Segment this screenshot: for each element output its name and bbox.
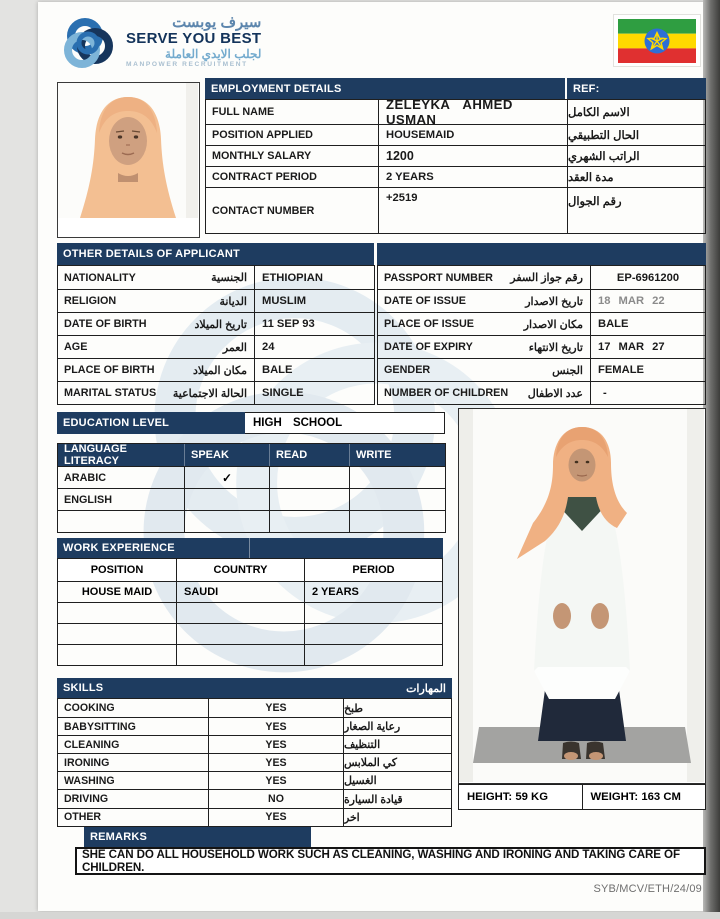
field-label-arabic: الراتب الشهري [567, 146, 705, 166]
table-row [206, 100, 705, 124]
column-header: LANGUAGE LITERACY [64, 444, 127, 466]
header-divider [249, 538, 250, 558]
position-cell [58, 603, 176, 623]
field-label [58, 382, 254, 404]
table-row [58, 699, 451, 717]
read-cell [269, 489, 349, 510]
table-row [58, 312, 374, 335]
field-label-arabic: رقم جواز السفر [510, 272, 583, 284]
table-row [58, 771, 451, 789]
field-value: HOUSEMAID [378, 125, 567, 145]
field-value: 2 YEARS [378, 167, 567, 187]
table-row [206, 145, 705, 166]
table-row [58, 789, 451, 807]
column-header: READ [269, 444, 349, 466]
read-cell [269, 467, 349, 488]
skill-value: YES [208, 754, 343, 771]
field-value: SINGLE [254, 382, 374, 404]
skill-label-arabic: طبخ [343, 699, 451, 717]
table-header-row [58, 559, 442, 581]
field-label [378, 382, 590, 404]
other-details-header [57, 243, 706, 265]
field-value: +2519 [378, 188, 567, 233]
skill-label-arabic: قيادة السيارة [343, 790, 451, 807]
skill-label: COOKING [64, 702, 115, 715]
table-row [58, 510, 445, 532]
field-label: CONTACT NUMBER [212, 204, 315, 217]
work-experience-header [57, 538, 443, 558]
table-row [378, 381, 705, 404]
table-row [206, 187, 705, 233]
language-name: ENGLISH [64, 493, 112, 506]
field-label-arabic: الديانة [219, 295, 247, 308]
column-header: SPEAK [184, 444, 269, 466]
field-label-en: DATE OF ISSUE [384, 295, 466, 307]
skill-label-arabic: الغسيل [343, 772, 451, 789]
field-label [58, 359, 254, 381]
table-row [58, 466, 445, 488]
table-row [378, 289, 705, 312]
table-row [58, 289, 374, 312]
work-experience-table [57, 558, 443, 666]
remarks-text: SHE CAN DO ALL HOUSEHOLD WORK SUCH AS CLEANING, WASHING AND IRONING AND TAKING CARE OF CHILDREN. [75, 847, 706, 875]
table-row [58, 602, 442, 623]
company-logo-icon [58, 13, 118, 73]
weight-value: WEIGHT: 163 CM [582, 785, 706, 809]
country-cell [176, 645, 304, 665]
field-value: - [590, 382, 705, 404]
skill-label-arabic: كي الملابس [343, 754, 451, 771]
other-details-right-table [377, 265, 706, 405]
skills-title: SKILLS [63, 682, 104, 694]
skill-label: BABYSITTING [64, 720, 136, 733]
speak-checkmark: ✓ [184, 467, 269, 488]
field-label [58, 313, 254, 335]
field-label-arabic: الجنسية [211, 272, 247, 284]
table-row [58, 358, 374, 381]
table-header-row [58, 444, 445, 466]
field-label-en: MARITAL STATUS [64, 387, 157, 399]
skill-label: WASHING [64, 774, 115, 787]
language-name [58, 511, 184, 532]
other-details-title: OTHER DETAILS OF APPLICANT [57, 243, 374, 265]
skill-label: CLEANING [64, 738, 120, 751]
field-value: ETHIOPIAN [254, 266, 374, 289]
brand-arabic-tagline: لجلب الايدي العاملة [165, 46, 262, 61]
field-value: 18 MAR 22 [590, 290, 705, 312]
field-label-arabic: الحال التطبيقي [567, 125, 705, 145]
position-cell [58, 624, 176, 644]
field-value: MUSLIM [254, 290, 374, 312]
field-label [378, 313, 590, 335]
field-label [378, 266, 590, 289]
field-label: MONTHLY SALARY [212, 150, 312, 162]
period-cell [304, 645, 442, 665]
field-label-arabic: عدد الاطفال [527, 387, 583, 400]
table-row [58, 717, 451, 735]
skill-label-arabic: التنظيف [343, 736, 451, 753]
period-cell: 2 YEARS [304, 582, 442, 602]
field-label-arabic: مكان الاصدار [523, 318, 583, 331]
language-literacy-table [57, 443, 446, 533]
applicant-full-body-photo [458, 408, 706, 784]
company-logo [58, 13, 261, 73]
field-value: EP-6961200 [590, 266, 705, 289]
table-row [58, 381, 374, 404]
field-value: 1200 [378, 146, 567, 166]
skill-label: IRONING [64, 756, 110, 769]
table-row [58, 581, 442, 602]
skills-title-arabic: المهارات [406, 682, 446, 695]
ethiopia-flag-icon [618, 19, 696, 63]
field-label-arabic: مدة العقد [567, 167, 705, 187]
country-cell [176, 624, 304, 644]
field-value: 17 MAR 27 [590, 336, 705, 358]
column-header: WRITE [349, 444, 445, 466]
skill-value: YES [208, 736, 343, 753]
field-label [378, 336, 590, 358]
scan-bottom-margin [0, 912, 720, 919]
skill-value: YES [208, 718, 343, 735]
education-level-section [57, 412, 445, 434]
field-label-en: DATE OF EXPIRY [384, 341, 473, 353]
field-label-arabic: تاريخ الاصدار [525, 295, 583, 308]
period-cell [304, 624, 442, 644]
brand-arabic-name: سيرف يوبست [172, 14, 262, 31]
field-label-en: AGE [64, 341, 88, 353]
field-label-arabic: تاريخ الميلاد [194, 318, 247, 331]
brand-tagline: MANPOWER RECRUITMENT [126, 61, 248, 69]
speak-cell [184, 489, 269, 510]
applicant-portrait-photo [57, 82, 200, 238]
field-label-en: NATIONALITY [64, 271, 136, 284]
field-value: BALE [590, 313, 705, 335]
education-level-value: HIGH SCHOOL [245, 412, 445, 434]
column-header: PERIOD [304, 559, 442, 581]
field-label: CONTRACT PERIOD [212, 171, 317, 183]
skill-value: YES [208, 809, 343, 826]
field-label [58, 336, 254, 358]
skill-value: YES [208, 699, 343, 717]
table-row [378, 358, 705, 381]
table-row [206, 124, 705, 145]
field-label-en: NUMBER OF CHILDREN [384, 387, 509, 399]
table-row [58, 735, 451, 753]
field-value: 24 [254, 336, 374, 358]
country-cell: SAUDI [176, 582, 304, 602]
other-details-header-right [377, 243, 706, 265]
table-row [58, 335, 374, 358]
write-cell [349, 489, 445, 510]
field-label-en: RELIGION [64, 295, 117, 307]
position-cell: HOUSE MAID [81, 586, 153, 598]
field-value: ZELEYKA AHMED USMAN [378, 100, 567, 124]
field-label-arabic: الجنس [552, 364, 583, 377]
position-cell [58, 645, 176, 665]
field-value: 11 SEP 93 [254, 313, 374, 335]
field-label [58, 266, 254, 289]
field-label-en: PLACE OF BIRTH [64, 364, 155, 376]
field-label [58, 290, 254, 312]
remarks-header: REMARKS [84, 827, 311, 847]
skill-value: NO [208, 790, 343, 807]
height-value: HEIGHT: 59 KG [467, 791, 548, 803]
field-label-arabic: تاريخ الانتهاء [528, 341, 583, 354]
field-label-en: PASSPORT NUMBER [384, 271, 493, 284]
write-cell [349, 467, 445, 488]
field-label-en: DATE OF BIRTH [64, 318, 147, 330]
table-row [206, 166, 705, 187]
skills-header [57, 678, 452, 698]
table-row [58, 753, 451, 771]
skill-label: DRIVING [64, 793, 109, 806]
skill-label-arabic: رعاية الصغار [343, 718, 451, 735]
field-label [378, 359, 590, 381]
skill-value: YES [208, 772, 343, 789]
field-label: FULL NAME [212, 106, 275, 118]
field-label-en: PLACE OF ISSUE [384, 318, 474, 330]
employment-details-table [205, 99, 706, 234]
table-row [58, 644, 442, 665]
brand-name: SERVE YOU BEST [126, 29, 262, 47]
education-level-label: EDUCATION LEVEL [57, 412, 245, 434]
table-row [58, 488, 445, 510]
read-cell [269, 511, 349, 532]
other-details-left-table [57, 265, 375, 405]
employment-details-title: EMPLOYMENT DETAILS [205, 78, 565, 99]
table-row [58, 623, 442, 644]
ref-label: REF: [567, 78, 706, 99]
full-body-photo-image [459, 409, 704, 782]
skill-label: OTHER [64, 811, 102, 824]
language-name: ARABIC [64, 471, 106, 484]
write-cell [349, 511, 445, 532]
employment-details-header [205, 78, 706, 99]
table-row [58, 266, 374, 289]
skills-table [57, 698, 452, 827]
field-label: POSITION APPLIED [212, 129, 313, 141]
skill-label-arabic: اخر [343, 809, 451, 826]
table-row [378, 312, 705, 335]
column-header: POSITION [90, 564, 144, 576]
field-label [378, 290, 590, 312]
field-value: BALE [254, 359, 374, 381]
field-label-arabic: مكان الميلاد [192, 364, 247, 377]
ethiopia-flag [613, 14, 701, 67]
field-label-arabic: العمر [222, 341, 247, 354]
period-cell [304, 603, 442, 623]
field-label-arabic: الحالة الاجتماعية [172, 387, 247, 400]
country-cell [176, 603, 304, 623]
document-reference-code: SYB/MCV/ETH/24/09 [593, 883, 702, 895]
portrait-photo-image [58, 83, 198, 218]
speak-cell [184, 511, 269, 532]
column-header: COUNTRY [176, 559, 304, 581]
table-row [378, 266, 705, 289]
table-row [378, 335, 705, 358]
field-label-arabic: رقم الجوال [567, 188, 705, 233]
measurements-row [458, 784, 706, 810]
table-row [58, 808, 451, 826]
work-experience-title: WORK EXPERIENCE [63, 542, 175, 554]
field-label-en: GENDER [384, 364, 431, 376]
field-value: FEMALE [590, 359, 705, 381]
field-label-arabic: الاسم الكامل [567, 100, 705, 124]
